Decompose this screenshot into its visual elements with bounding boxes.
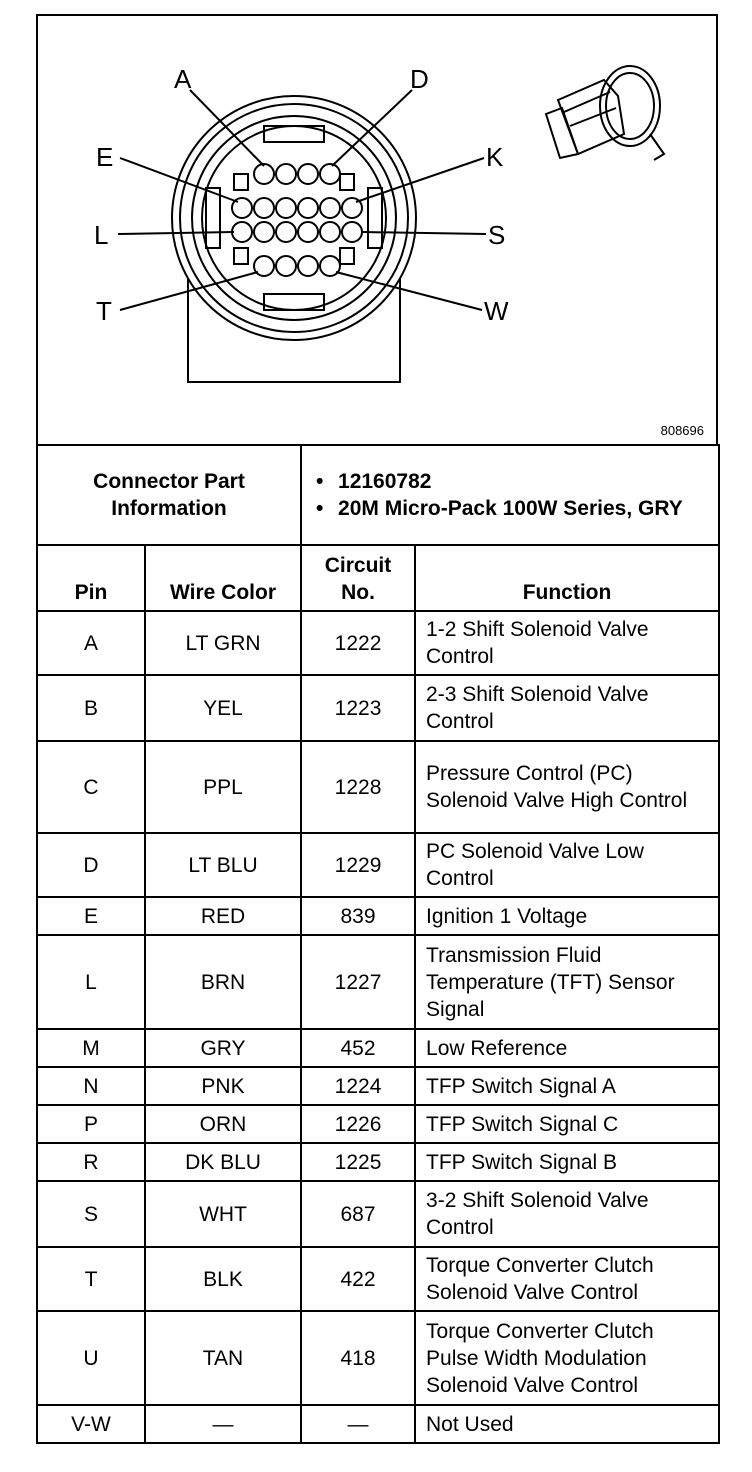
connector-info-row [37,445,719,545]
wire-color-cell: — [145,1405,301,1443]
table-row [37,833,719,897]
circuit-cell: 418 [301,1311,415,1405]
circuit-cell: 1226 [301,1105,415,1143]
pin-cell: N [37,1067,145,1105]
header-function: Function [415,545,719,611]
wire-color-cell: BLK [145,1247,301,1311]
table-row [37,1105,719,1143]
wire-color-cell: DK BLU [145,1143,301,1181]
table-row [37,741,719,833]
circuit-cell: 422 [301,1247,415,1311]
pin-label-s: S [488,220,506,250]
pin-label-e: E [96,142,114,172]
wire-color-cell: WHT [145,1181,301,1247]
pin-cell: T [37,1247,145,1311]
pin-label-l: L [94,220,109,250]
pin-cell: P [37,1105,145,1143]
pin-cell: R [37,1143,145,1181]
wire-color-cell: PNK [145,1067,301,1105]
function-cell: TFP Switch Signal C [415,1105,719,1143]
function-cell: 3-2 Shift Solenoid Valve Control [415,1181,719,1247]
header-circuit-no: Circuit No. [301,545,415,611]
pin-cell: S [37,1181,145,1247]
connector-series: • 20M Micro-Pack 100W Series, GRY [316,497,683,520]
circuit-cell: 687 [301,1181,415,1247]
wire-color-cell: TAN [145,1311,301,1405]
table-row [37,1029,719,1067]
circuit-cell: 1223 [301,675,415,741]
table-row [37,1247,719,1311]
circuit-cell: 1228 [301,741,415,833]
circuit-cell: 1222 [301,611,415,675]
function-cell: Pressure Control (PC) Solenoid Valve High Control [415,741,719,833]
wire-color-cell: ORN [145,1105,301,1143]
table-row [37,1181,719,1247]
table-row [37,1311,719,1405]
figure-number: 808696 [660,423,704,438]
pin-cell: C [37,741,145,833]
wire-color-cell: LT GRN [145,611,301,675]
pin-cell: L [37,935,145,1029]
table-row [37,935,719,1029]
function-cell: Transmission Fluid Temperature (TFT) Sensor Signal [415,935,719,1029]
function-cell: TFP Switch Signal A [415,1067,719,1105]
function-cell: TFP Switch Signal B [415,1143,719,1181]
pin-cell: D [37,833,145,897]
table-row [37,1067,719,1105]
pin-cell: U [37,1311,145,1405]
pin-label-a: A [174,64,192,94]
circuit-cell: — [301,1405,415,1443]
table-row [37,1143,719,1181]
connector-face-drawing [38,16,720,448]
circuit-cell: 1224 [301,1067,415,1105]
table-header-row [37,545,719,611]
wire-color-cell: BRN [145,935,301,1029]
circuit-cell: 1229 [301,833,415,897]
pinout-table [36,444,720,1444]
connector-info-label: Connector Part Information [37,445,301,545]
pin-cell: M [37,1029,145,1067]
part-number: • 12160782 [316,470,432,493]
connector-perspective-icon [546,66,664,160]
header-wire-color: Wire Color [145,545,301,611]
pin-cell: V-W [37,1405,145,1443]
wire-color-cell: LT BLU [145,833,301,897]
function-cell: Low Reference [415,1029,719,1067]
function-cell: 2-3 Shift Solenoid Valve Control [415,675,719,741]
pin-label-t: T [96,296,112,326]
wire-color-cell: YEL [145,675,301,741]
circuit-cell: 452 [301,1029,415,1067]
connector-info-list [301,445,719,545]
pin-cell: A [37,611,145,675]
circuit-cell: 1225 [301,1143,415,1181]
connector-diagram [36,14,718,446]
header-pin: Pin [37,545,145,611]
function-cell: Not Used [415,1405,719,1443]
table-row [37,897,719,935]
pin-cell: B [37,675,145,741]
wire-color-cell: RED [145,897,301,935]
circuit-cell: 1227 [301,935,415,1029]
wire-color-cell: GRY [145,1029,301,1067]
function-cell: PC Solenoid Valve Low Control [415,833,719,897]
pin-label-d: D [410,64,429,94]
pin-label-k: K [486,142,504,172]
wire-color-cell: PPL [145,741,301,833]
circuit-cell: 839 [301,897,415,935]
table-row [37,611,719,675]
function-cell: Torque Converter Clutch Pulse Width Modulation Solenoid Valve Control [415,1311,719,1405]
function-cell: 1-2 Shift Solenoid Valve Control [415,611,719,675]
pin-cell: E [37,897,145,935]
function-cell: Torque Converter Clutch Solenoid Valve Control [415,1247,719,1311]
table-row [37,1405,719,1443]
connector-sheet [36,14,718,1450]
table-row [37,675,719,741]
function-cell: Ignition 1 Voltage [415,897,719,935]
pin-label-w: W [484,296,509,326]
